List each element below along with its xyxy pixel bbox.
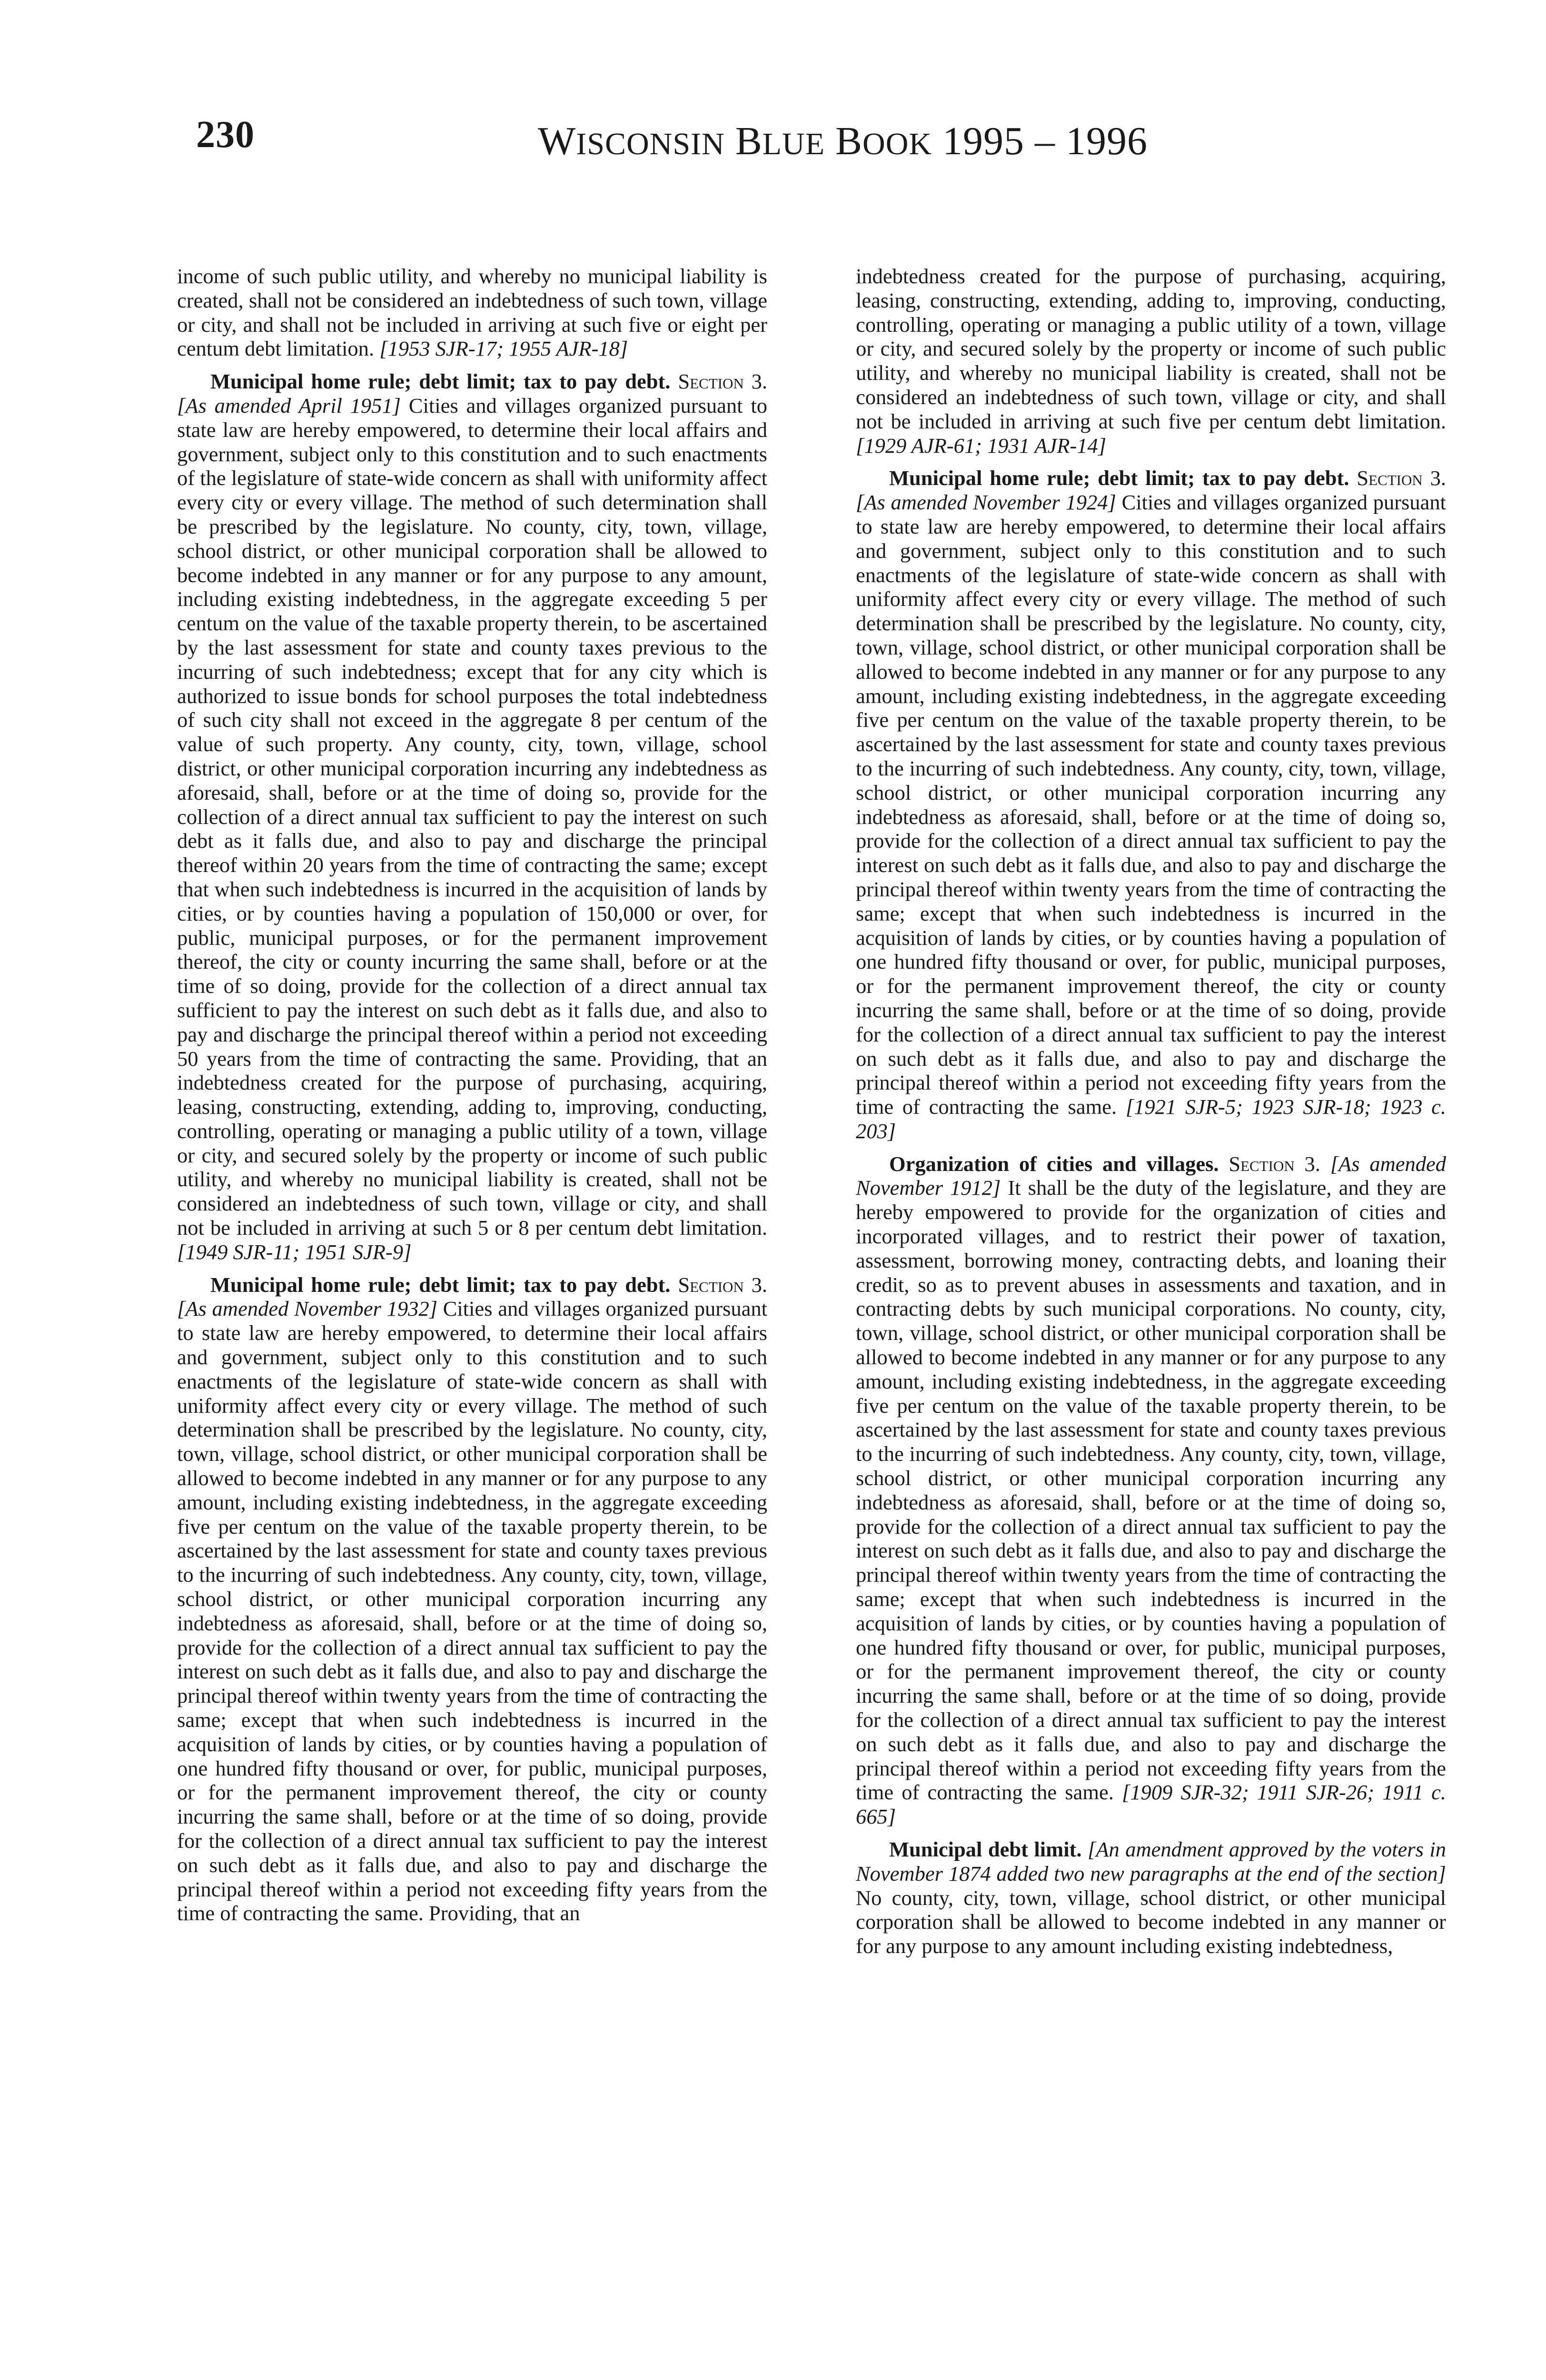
amendment-note: [As amended November 1932] xyxy=(177,1297,437,1321)
history-note: [1949 SJR-11; 1951 SJR-9] xyxy=(177,1240,412,1264)
section-heading: Municipal home rule; debt limit; tax to pay debt. xyxy=(889,466,1349,490)
section-label: Section 3. xyxy=(1357,466,1447,490)
continued-paragraph xyxy=(177,264,767,361)
history-note: [1909 SJR-32; 1911 SJR-26; 1911 c. 665] xyxy=(856,1780,1447,1829)
right-column xyxy=(856,264,1446,1958)
amendment-note: [As amended November 1924] xyxy=(856,490,1116,515)
section-heading: Municipal debt limit. xyxy=(889,1837,1082,1861)
section-text: No county, city, town, village, school district, or other municipal corporation shall be allowed to become indebted in any manner or for any purpose to any amount including existing indebtedness, xyxy=(856,1885,1446,1958)
section-paragraph xyxy=(177,369,767,1264)
running-head-years: 1995 – 1996 xyxy=(942,119,1148,163)
history-note: [1921 SJR-5; 1923 SJR-18; 1923 c. 203] xyxy=(856,1095,1446,1143)
running-head-w3-initial: B xyxy=(835,119,863,163)
section-paragraph xyxy=(856,1152,1446,1829)
section-text: Cities and villages organized pursuant to state law are hereby empowered, to determine their local affairs and government, subject only to this constitution and to such enactments of the legislature of state-wide concern as shall with uniformity affect every city or every village. The method of such determination shall be prescribed by the legislature. No county, city, town, village, school district, or other municipal corporation shall be allowed to become indebted in any manner or for any purpose to any amount, including existing indebtedness, in the aggregate exceeding five per centum on the value of the taxable property therein, to be ascertained by the last assessment for state and county taxes previous to the incurring of such indebtedness. Any county, city, town, village, school district, or other municipal corporation incurring any indebtedness as aforesaid, shall, before or at the time of doing so, provide for the collection of a direct annual tax sufficient to pay the interest on such debt as it falls due, and also to pay and discharge the principal thereof within twenty years from the time of contracting the same; except that when such indebtedness is incurred in the acquisition of lands by cities, or by counties having a population of one hundred fifty thousand or over, for public, municipal purposes, or for the permanent improvement thereof, the city or county incurring the same shall, before or at the time of so doing, provide for the collection of a direct annual tax sufficient to pay the interest on such debt as it falls due, and also to pay and discharge the principal thereof within a period not exceeding fifty years from the time of contracting the same. xyxy=(856,490,1446,1119)
running-head xyxy=(538,118,1148,164)
section-paragraph xyxy=(177,1273,767,1926)
left-column xyxy=(177,264,767,1925)
amendment-note: [An amendment approved by the voters in November 1874 added two new paragraphs at the end of the section] xyxy=(856,1837,1446,1885)
running-head-w2-rest: LUE xyxy=(762,127,825,161)
running-head-w3-rest: OOK xyxy=(862,127,932,161)
page-number: 230 xyxy=(196,114,255,156)
section-label: Section 3. xyxy=(1229,1151,1320,1176)
section-heading: Organization of cities and villages. xyxy=(889,1151,1219,1176)
section-heading: Municipal home rule; debt limit; tax to pay debt. xyxy=(210,369,671,394)
history-note: [1929 AJR-61; 1931 AJR-14] xyxy=(856,433,1107,457)
section-text: Cities and villages organized pursuant to state law are hereby empowered, to determine their local affairs and government, subject only to this constitution and to such enactments of the legislature of state-wide concern as shall with uniformity affect every city or every village. The method of such determination shall be prescribed by the legislature. No county, city, town, village, school district, or other municipal corporation shall be allowed to become indebted in any manner or for any purpose to any amount, including existing indebtedness, in the aggregate exceeding 5 per centum on the value of the taxable property therein, to be ascertained by the last assessment for state and county taxes previous to the incurring of such indebtedness; except that for any city which is authorized to issue bonds for school purposes the total indebtedness of such city shall not exceed in the aggregate 8 per centum of the value of such property. Any county, city, town, village, school district, or other municipal corporation incurring any indebtedness as aforesaid, shall, before or at the time of doing so, provide for the collection of a direct annual tax sufficient to pay the interest on such debt as it falls due, and also to pay and discharge the principal thereof within 20 years from the time of contracting the same; except that when such indebtedness is incurred in the acquisition of lands by cities, or by counties having a population of 150,000 or over, for public, municipal purposes, or for the permanent improvement thereof, the city or county incurring the same shall, before or at the time of so doing, provide for the collection of a direct annual tax sufficient to pay the interest on such debt as it falls due, and also to pay and discharge the principal thereof within a period not exceeding 50 years from the time of contracting the same. Providing, that an indebtedness created for the purpose of purchasing, acquiring, leasing, constructing, extending, adding to, improving, conducting, controlling, operating or managing a public utility of a town, village or city, and secured solely by the property or income of such public utility, and whereby no municipal liability is created, shall not be considered an indebtedness of such town, village or city, and shall not be included in arriving at such 5 or 8 per centum debt limitation. xyxy=(177,393,767,1240)
continued-paragraph xyxy=(856,264,1446,457)
running-head-w1-initial: W xyxy=(538,119,576,163)
section-heading: Municipal home rule; debt limit; tax to pay debt. xyxy=(210,1272,671,1297)
section-text: It shall be the duty of the legislature, and they are hereby empowered to provide for the organization of cities and incorporated villages, and to restrict their power of taxation, assessment, borrowing money, contracting debts, and loaning their credit, so as to prevent abuses in assessments and taxation, and in contracting debts by such municipal corporations. No county, city, town, village, school district, or other municipal corporation shall be allowed to become indebted in any manner or for any purpose to any amount, including existing indebtedness, in the aggregate exceeding five per centum on the value of the taxable property therein, to be ascertained by the last assessment for state and county taxes previous to the incurring of such indebtedness. Any county, city, town, village, school district, or other municipal corporation incurring any indebtedness as aforesaid, shall, before or at the time of doing so, provide for the collection of a direct annual tax sufficient to pay the interest on such debt as it falls due, and also to pay and discharge the principal thereof within twenty years from the time of contracting the same; except that when such indebtedness is incurred in the acquisition of lands by cities, or by counties having a population of one hundred fifty thousand or over, for public, municipal purposes, or for the permanent improvement thereof, the city or county incurring the same shall, before or at the time of so doing, provide for the collection of a direct annual tax sufficient to pay the interest on such debt as it falls due, and also to pay and discharge the principal thereof within a period not exceeding fifty years from the time of contracting the same. xyxy=(856,1176,1446,1805)
paragraph-text: indebtedness created for the purpose of purchasing, acquiring, leasing, constructing, extending, adding to, improving, conducting, controlling, operating or managing a public utility of a town, village or city, and secured solely by the property or income of such public utility, and whereby no municipal liability is created, shall not be considered an indebtedness of such town, village or city, and shall not be included in arriving at such five per centum debt limitation. xyxy=(856,264,1446,433)
section-text: Cities and villages organized pursuant to state law are hereby empowered, to determine their local affairs and government, subject only to this constitution and to such enactments of the legislature of state-wide concern as shall with uniformity affect every city or every village. The method of such determination shall be prescribed by the legislature. No county, city, town, village, school district, or other municipal corporation shall be allowed to become indebted in any manner or for any purpose to any amount, including existing indebtedness, in the aggregate exceeding five per centum on the value of the taxable property therein, to be ascertained by the last assessment for state and county taxes previous to the incurring of such indebtedness. Any county, city, town, village, school district, or other municipal corporation incurring any indebtedness as aforesaid, shall, before or at the time of doing so, provide for the collection of a direct annual tax sufficient to pay the interest on such debt as it falls due, and also to pay and discharge the principal thereof within twenty years from the time of contracting the same; except that when such indebtedness is incurred in the acquisition of lands by cities, or by counties having a population of one hundred fifty thousand or over, for public, municipal purposes, or for the permanent improvement thereof, the city or county incurring the same shall, before or at the time of so doing, provide for the collection of a direct annual tax sufficient to pay the interest on such debt as it falls due, and also to pay and discharge the principal thereof within a period not exceeding fifty years from the time of contracting the same. Providing, that an xyxy=(177,1297,767,1925)
running-head-w2-initial: B xyxy=(735,119,763,163)
section-label: Section 3. xyxy=(678,369,768,394)
history-note: [1953 SJR-17; 1955 AJR-18] xyxy=(379,337,628,361)
paragraph-text: income of such public utility, and whereby no municipal liability is created, shall not be considered an indebtedness of such town, village or city, and shall not be included in arriving at such five or eight per centum debt limitation. xyxy=(177,264,767,361)
section-label: Section 3. xyxy=(678,1272,768,1297)
section-paragraph xyxy=(856,1837,1446,1958)
section-paragraph xyxy=(856,466,1446,1143)
amendment-note: [As amended November 1912] xyxy=(856,1151,1446,1200)
running-head-w1-rest: ISCONSIN xyxy=(576,127,725,161)
amendment-note: [As amended April 1951] xyxy=(177,393,401,417)
